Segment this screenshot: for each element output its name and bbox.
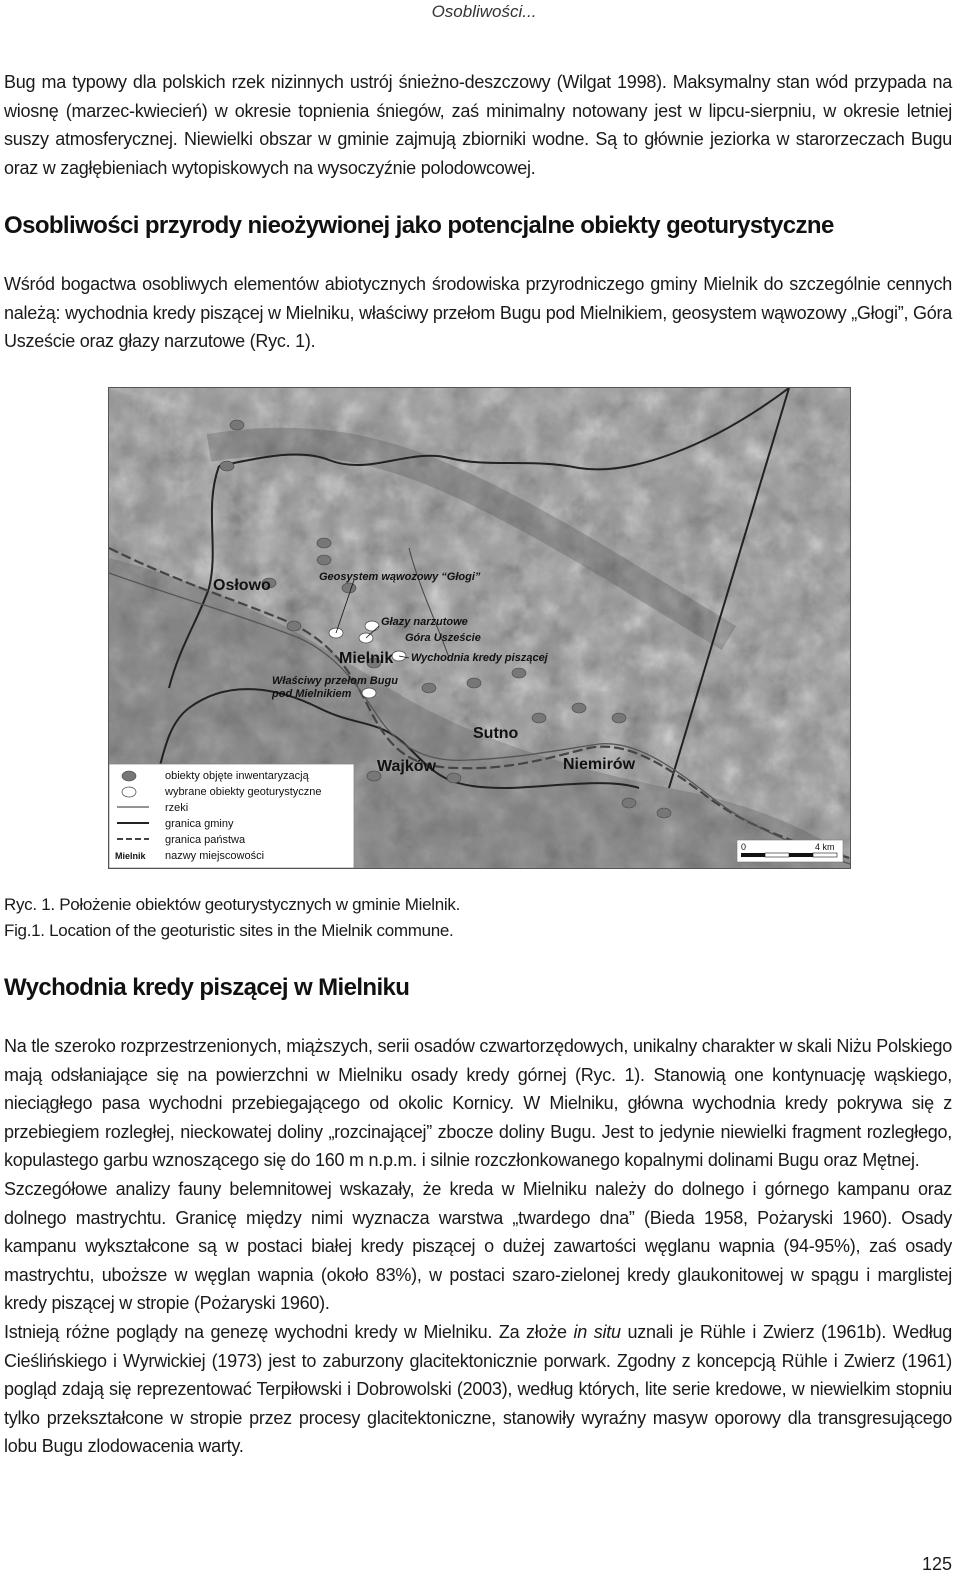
place-label-mielnik: Mielnik — [339, 650, 394, 667]
site-label-przelom-1: Właściwy przełom Bugu — [272, 675, 398, 687]
site-label-glazy: Głazy narzutowe — [381, 616, 468, 628]
page-number: 125 — [921, 1554, 952, 1574]
chalk-p3-italic: in situ — [573, 1321, 621, 1342]
intro-paragraph — [4, 68, 952, 182]
caption-english: Fig.1. Location of the geoturistic sites in the Mielnik commune. — [4, 921, 454, 940]
legend-swatch-inventory — [122, 771, 136, 781]
inventory-marker — [220, 461, 234, 471]
scale-bar — [737, 840, 843, 862]
inventory-marker — [512, 668, 526, 678]
scale-segment — [813, 853, 837, 857]
legend-label-place: nazwy miejscowości — [165, 850, 265, 862]
place-label-sutno: Sutno — [473, 725, 519, 742]
inventory-marker — [230, 420, 244, 430]
geosite-marker-uszescie — [365, 621, 379, 631]
inventory-marker — [612, 713, 626, 723]
section-heading-chalk-outcrop: Wychodnia kredy piszącej w Mielniku — [4, 974, 410, 1001]
scale-segment — [765, 853, 789, 857]
section-body-chalk-outcrop — [4, 1032, 952, 1461]
site-label-glogi: Geosystem wąwozowy “Głogi” — [319, 571, 481, 583]
chalk-p3-end: uznali je Rühle i Zwierz (1961b). Według Cieślińskiego i Wyrwickiej (1973) jest to zaburzony glacitektonicznie porwark. Zgodny z koncepcją Rühle i Zwierz (1961) pogląd zdają się reprezentować Terpiłowski i Dobrowolski (2003), według których, lite serie kredowe, w niewielkim stopniu tylko przekształcone w stropie przez procesy glacitektoniczne, stanowiły wyraźny masyw oporowy dla transgresującego lobu Bugu zlodowacenia warty. — [4, 1321, 952, 1457]
chalk-paragraph-1: Na tle szeroko rozprzestrzenionych, miąższych, serii osadów czwartorzędowych, unikalny charakter w skali Niżu Polskiego mają odsłaniające się na powierzchni w Mielniku osady kredy górnej (Ryc. 1). Stanowią one kontynuację wąskiego, nieciągłego pasa wychodni przebiegającego od okolic Kornicy. W Mielniku, główna wychodnia kredy pokrywa się z przebiegiem rozległej, nieckowatej doliny „rozcinającej” zbocze doliny Bugu. Jest to jedynie niewielki fragment rozległego, kopulastego garbu wznoszącego się do 160 m n.p.m. i silnie rozczłonkowanego kopalnymi dolinami Bugu oraz Mętnej. — [4, 1036, 952, 1171]
intro-text: Bug ma typowy dla polskich rzek nizinnych ustrój śnieżno-deszczowy (Wilgat 1998). Maksymalny stan wód przypada na wiosnę (marzec-kwiecień) w okresie topnienia śniegów, zaś minimalny notowany jest w lipcu-sierpniu, w okresie letniej suszy atmosferycznej. Niewielki obszar w gminie zajmują zbiorniki wodne. Są to głównie jeziorka w starorzeczach Bugu oraz w zagłębieniach wytopiskowych na wysoczyźnie polodowcowej. — [4, 72, 952, 178]
site-label-uszescie: Góra Uszeście — [405, 632, 481, 644]
inventory-marker — [317, 538, 331, 548]
legend-label-geosite: wybrane obiekty geoturystyczne — [165, 786, 322, 798]
legend-label-river: rzeki — [165, 802, 189, 814]
inventory-marker — [287, 621, 301, 631]
section-heading-geotourism: Osobliwości przyrody nieożywionej jako potencjalne obiekty geoturystyczne — [4, 212, 834, 239]
legend-label-inventory: obiekty objęte inwentaryzacją — [165, 770, 309, 782]
figure-caption — [4, 892, 460, 944]
geotourism-text: Wśród bogactwa osobliwych elementów abiotycznych środowiska przyrodniczego gminy Mielnik do szczególnie cennych należą: wychodnia kredy piszącej w Mielniku, właściwy przełom Bugu pod Mielnikiem, geosystem wąwozowy „Głogi”, Góra Uszeście oraz głazy narzutowe (Ryc. 1). — [4, 274, 952, 352]
chalk-p3-start: Istnieją różne poglądy na genezę wychodni kredy w Mielniku. Za złoże — [4, 1321, 574, 1342]
geosite-marker-przelom — [362, 688, 376, 698]
inventory-marker — [572, 703, 586, 713]
inventory-marker — [447, 773, 461, 783]
inventory-marker — [317, 555, 331, 565]
section-paragraph-geotourism — [4, 270, 952, 356]
place-label-wajkow: Wajków — [377, 758, 436, 775]
scale-label-end: 4 km — [815, 842, 835, 852]
chalk-paragraph-3 — [4, 1318, 952, 1461]
legend-label-commune-border: granica gminy — [165, 818, 234, 830]
chalk-paragraph-2: Szczegółowe analizy fauny belemnitowej wskazały, że kreda w Mielniku należy do dolnego i górnego kampanu oraz dolnego mastrychtu. Granicę między nimi wyznacza warstwa „twardego dna” (Bieda 1958, Pożaryski 1960). Osady kampanu wykształcone są w postaci białej kredy piszącej o dużej zawartości węglanu wapnia (94-95%), zaś osady mastrychtu, uboższe w węglan wapnia (około 83%), w postaci szaro-zielonej kredy glaukonitowej w spągu i marglistej kredy piszącej w stropie (Pożaryski 1960). — [4, 1178, 952, 1314]
place-label-oslowo: Osłowo — [213, 577, 271, 594]
site-label-wychodnia: Wychodnia kredy piszącej — [411, 652, 548, 664]
map-legend — [109, 764, 354, 868]
relief-map — [109, 388, 850, 868]
inventory-marker — [532, 713, 546, 723]
legend-swatch-place: Mielnik — [115, 851, 146, 861]
figure-map — [108, 387, 851, 869]
inventory-marker — [657, 808, 671, 818]
running-head: Osobliwości... — [431, 2, 537, 21]
legend-swatch-geosite — [122, 787, 136, 797]
inventory-marker — [342, 583, 356, 593]
place-label-niemirow: Niemirów — [563, 756, 636, 773]
inventory-marker — [422, 683, 436, 693]
page — [4, 0, 956, 1585]
scale-label-start: 0 — [741, 842, 747, 852]
caption-polish: Ryc. 1. Położenie obiektów geoturystycznych w gminie Mielnik. — [4, 895, 461, 914]
scale-segment — [789, 853, 813, 857]
legend-label-state-border: granica państwa — [165, 834, 246, 846]
inventory-marker — [622, 798, 636, 808]
inventory-marker — [467, 678, 481, 688]
scale-segment — [741, 853, 765, 857]
site-label-przelom-2: pod Mielnikiem — [272, 688, 352, 700]
